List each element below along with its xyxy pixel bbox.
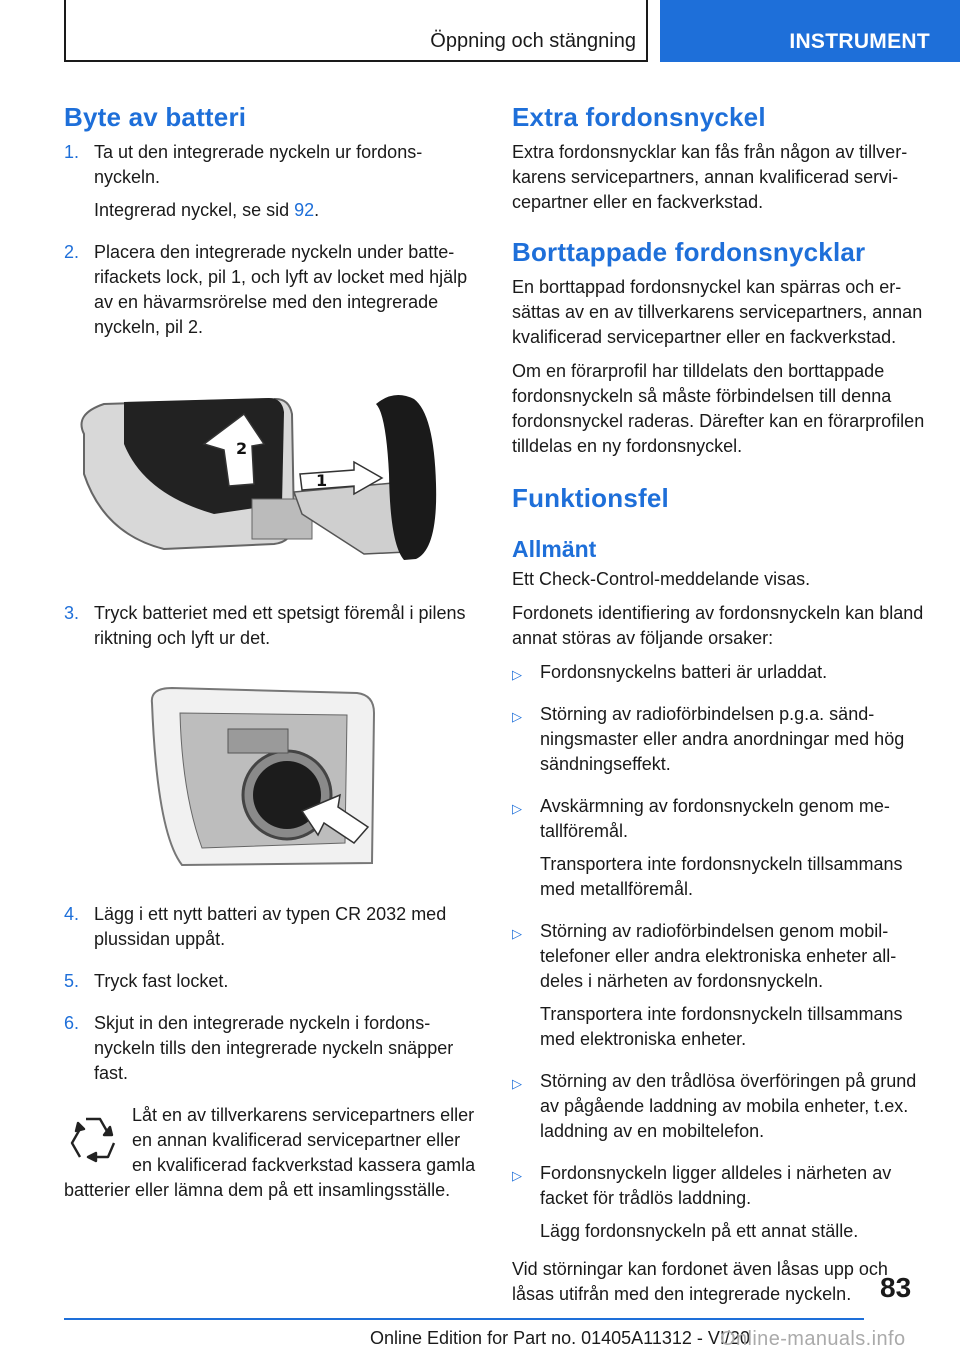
step-text: Ta ut den integrerade nyckeln ur fordonsnyckeln. [94, 142, 423, 187]
step-5 [64, 969, 476, 1002]
list-item: ▷ Avskärmning av fordonsnyckeln genom metallföremål. Transportera inte fordonsnyckeln tillsammans med metallföremål. [512, 794, 930, 910]
triangle-right-icon: ▷ [512, 801, 522, 816]
recycle-icon [66, 1111, 120, 1167]
edition-text: Online Edition for Part no. 01405A11312 - VI/20 [370, 1328, 750, 1348]
page-header [64, 0, 960, 66]
triangle-right-icon: ▷ [512, 1076, 522, 1091]
step-text: Tryck fast locket. [94, 971, 229, 991]
list-item: ▷ Fordonsnyckeln ligger alldeles i närheten av facket för trådlös laddning. Lägg fordonsnyckeln på ett annat ställe. [512, 1161, 930, 1252]
triangle-right-icon: ▷ [512, 926, 522, 941]
arrow-label: 1 [316, 471, 328, 490]
lost-keys-text-2: Om en förarprofil har tilldelats den borttappade fordonsnyckeln så måste förbindelsen till denna fordonsnyckel raderas. Därefter kan en förarprofilen tilldelas en ny fordonsnyckel. [512, 361, 925, 456]
step-4 [64, 902, 476, 960]
general-heading: Allmänt [512, 536, 597, 562]
arrow-label: 2 [236, 439, 248, 458]
step-text: Skjut in den integrerade nyckeln i fordonsnyckeln tills den integrerade nyckeln snäpper fast. [94, 1013, 454, 1083]
step-number: 4. [64, 904, 80, 924]
section-tab[interactable]: INSTRUMENT [660, 0, 960, 62]
watermark: Online-manuals.info [720, 1328, 906, 1350]
step-number: 3. [64, 603, 80, 623]
step-text: Tryck batteriet med ett spetsigt föremål i pilens riktning och lyft ur det. [94, 603, 466, 648]
right-column [512, 100, 930, 1316]
step-6 [64, 1011, 476, 1094]
list-item: ▷ Fordonsnyckelns batteri är urladdat. [512, 660, 930, 693]
step-number: 2. [64, 242, 80, 262]
closing-text: Vid störningar kan fordonet även låsas upp och låsas utifrån med den integrerade nyckeln. [512, 1259, 888, 1304]
step-3 [64, 601, 476, 659]
step-number: 6. [64, 1013, 80, 1033]
step-note: Integrerad nyckel, se sid 92. [94, 200, 320, 220]
figure-battery-compartment [64, 683, 476, 878]
footer-divider [64, 1318, 864, 1320]
lost-keys-heading: Borttappade fordonsnycklar [512, 237, 866, 267]
triangle-right-icon: ▷ [512, 709, 522, 724]
battery-change-heading: Byte av batteri [64, 102, 247, 132]
triangle-right-icon: ▷ [512, 1168, 522, 1183]
key-illustration [64, 374, 454, 574]
extra-key-heading: Extra fordonsnyckel [512, 102, 766, 132]
step-2 [64, 240, 476, 348]
step-text: Lägg i ett nytt batteri av typen CR 2032 med plussidan uppåt. [94, 904, 447, 949]
step-number: 1. [64, 142, 80, 162]
step-number: 5. [64, 971, 80, 991]
chapter-box [64, 0, 648, 62]
list-item: ▷ Störning av den trådlösa överföringen på grund av pågående laddning av mobila enheter, t.ex. laddning av en mobiltelefon. [512, 1069, 930, 1152]
step-text: Placera den integrerade nyckeln under batterifackets lock, pil 1, och lyft av locket med hjälp av en hävarmsrörelse med den integrerade nyckeln, pil 2. [94, 242, 468, 337]
triangle-right-icon: ▷ [512, 667, 522, 682]
list-item: ▷ Störning av radioförbindelsen p.g.a. sändningsmaster eller andra anordningar med hög sändningseffekt. [512, 702, 930, 785]
list-item: ▷ Störning av radioförbindelsen genom mobiltelefoner eller andra elektroniska enheter alldeles i närheten av fordonsnyckeln. Transportera inte fordonsnyckeln tillsammans med elektroniska enheter. [512, 919, 930, 1060]
page-number: 83 [880, 1272, 912, 1303]
general-text-1: Ett Check-Control-meddelande visas. [512, 569, 811, 589]
malfunction-heading: Funktionsfel [512, 483, 669, 513]
figure-key-lever [64, 374, 476, 579]
left-column [64, 100, 476, 1203]
chapter-title: Öppning och stängning [430, 30, 636, 52]
page-link[interactable]: 92 [294, 200, 315, 220]
battery-illustration [142, 683, 382, 873]
recycle-note [64, 1103, 476, 1203]
recycle-text: Låt en av tillverkarens servicepartners eller en annan kvalificerad servicepartner eller en kvalificerad fackverkstad kassera gamla batterier eller lämna dem på ett insamlingsställe. [64, 1105, 476, 1200]
extra-key-text: Extra fordonsnycklar kan fås från någon av tillverkarens servicepartners, annan kvalificerad servicepartner eller en fackverkstad. [512, 142, 908, 212]
general-text-2: Fordonets identifiering av fordonsnyckeln kan bland annat störas av följande orsaker: [512, 603, 924, 648]
step-1 [64, 140, 476, 231]
lost-keys-text-1: En borttappad fordonsnyckel kan spärras och ersättas av en av tillverkarens servicepartners, annan kvalificerad servicepartner eller en fackverkstad. [512, 277, 923, 347]
